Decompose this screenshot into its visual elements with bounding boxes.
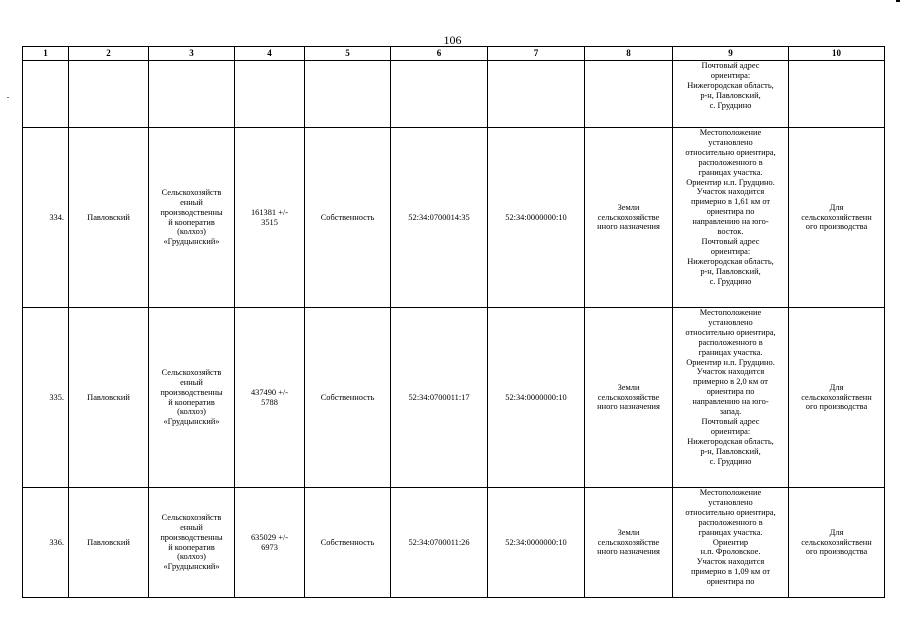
location-description-cell: [673, 308, 789, 488]
permitted-use-cell: [789, 488, 885, 598]
text-line: Участок находится: [696, 557, 765, 567]
column-number: 9: [673, 47, 789, 61]
empty-cell: [235, 61, 305, 128]
text-line: восток.: [717, 227, 744, 237]
text-line: расположенного в: [698, 157, 763, 167]
text-line: относительно ориентира,: [685, 507, 776, 517]
owner-cell: [149, 308, 235, 488]
text-line: 635029 +/-: [250, 532, 289, 542]
text-line: нного назначения: [597, 402, 660, 412]
text-line: Для: [829, 202, 844, 212]
text-line: Для: [829, 382, 844, 392]
cadastral-number-cell: 52:34:0700011:17: [391, 308, 488, 488]
text-line: установлено: [708, 137, 753, 147]
column-number: 4: [235, 47, 305, 61]
empty-cell: [149, 61, 235, 128]
text-line: сельскохозяйственн: [801, 392, 872, 402]
side-dot: [7, 97, 9, 98]
cadastral-block-cell: 52:34:0000000:10: [488, 308, 585, 488]
text-line: Земли: [617, 382, 640, 392]
empty-cell: [488, 61, 585, 128]
cadastral-number-cell: 52:34:0700011:26: [391, 488, 488, 598]
text-line: сельскохозяйстве: [597, 212, 660, 222]
text-line: 6973: [261, 542, 278, 552]
text-line: запад.: [719, 407, 742, 417]
column-number: 2: [69, 47, 149, 61]
text-line: Земли: [617, 202, 640, 212]
corner-mark: [896, 0, 900, 2]
text-line: примерно в 1,61 км от: [690, 197, 771, 207]
text-line: ориентира:: [710, 426, 751, 436]
text-line: Почтовый адрес: [701, 61, 760, 70]
text-line: (колхоз): [177, 227, 206, 237]
page-number: 106: [443, 33, 462, 47]
text-line: й кооператив: [168, 397, 215, 407]
empty-cell: [23, 61, 69, 128]
text-line: с. Грудцино: [709, 456, 752, 466]
area-cell: [235, 488, 305, 598]
text-line: Ориентир: [712, 537, 749, 547]
empty-cell: [789, 61, 885, 128]
land-category-cell: [585, 488, 673, 598]
text-line: ориентира по: [706, 387, 755, 397]
text-line: 5788: [261, 397, 278, 407]
right-type-cell: Собственность: [305, 128, 391, 308]
empty-cell: [305, 61, 391, 128]
text-line: «Грудцынский»: [163, 562, 220, 572]
text-line: й кооператив: [168, 542, 215, 552]
cadastral-number-cell: 52:34:0700014:35: [391, 128, 488, 308]
text-line: нного назначения: [597, 547, 660, 557]
text-line: Нижегородская область,: [687, 436, 774, 446]
text-line: 3515: [261, 217, 278, 227]
text-line: Земли: [617, 527, 640, 537]
cadastral-block-cell: 52:34:0000000:10: [488, 128, 585, 308]
text-line: границах участка.: [698, 167, 763, 177]
text-line: производственны: [160, 207, 223, 217]
text-line: расположенного в: [698, 517, 763, 527]
text-line: Ориентир н.п. Грудцино.: [686, 357, 775, 367]
row-number-cell: 335.: [23, 308, 69, 488]
text-line: (колхоз): [177, 407, 206, 417]
text-line: (колхоз): [177, 552, 206, 562]
column-number: 7: [488, 47, 585, 61]
text-line: с. Грудцино: [709, 100, 752, 110]
text-line: относительно ориентира,: [685, 147, 776, 157]
table-row: [23, 488, 885, 598]
text-line: ориентира по: [706, 577, 755, 587]
text-line: енный: [180, 377, 203, 387]
text-line: производственны: [160, 387, 223, 397]
text-line: Нижегородская область,: [687, 256, 774, 266]
text-line: Участок находится: [696, 367, 765, 377]
text-line: установлено: [708, 497, 753, 507]
row-number-cell: 334.: [23, 128, 69, 308]
text-line: направлению на юго-: [692, 217, 769, 227]
column-number: 1: [23, 47, 69, 61]
text-line: р-н, Павловский,: [700, 266, 761, 276]
district-cell: Павловский: [69, 488, 149, 598]
text-line: ого производства: [805, 402, 868, 412]
cadastral-block-cell: 52:34:0000000:10: [488, 488, 585, 598]
text-line: Местоположение: [699, 488, 762, 497]
text-line: сельскохозяйственн: [801, 212, 872, 222]
right-type-cell: Собственность: [305, 488, 391, 598]
text-line: расположенного в: [698, 337, 763, 347]
text-line: 437490 +/-: [250, 387, 289, 397]
text-line: Участок находится: [696, 187, 765, 197]
text-line: сельскохозяйстве: [597, 537, 660, 547]
row-number-cell: 336.: [23, 488, 69, 598]
land-category-cell: [585, 128, 673, 308]
location-description-cell: [673, 61, 789, 128]
column-number: 6: [391, 47, 488, 61]
text-line: направлению на юго-: [692, 397, 769, 407]
district-cell: Павловский: [69, 128, 149, 308]
continued-row: [23, 61, 885, 128]
text-line: ориентира:: [710, 246, 751, 256]
area-cell: [235, 128, 305, 308]
text-line: ориентира:: [710, 70, 751, 80]
text-line: й кооператив: [168, 217, 215, 227]
permitted-use-cell: [789, 128, 885, 308]
text-line: Сельскохозяйств: [161, 187, 222, 197]
text-line: границах участка.: [698, 527, 763, 537]
text-line: 161381 +/-: [250, 207, 289, 217]
empty-cell: [391, 61, 488, 128]
text-line: относительно ориентира,: [685, 327, 776, 337]
text-line: сельскохозяйственн: [801, 537, 872, 547]
text-line: р-н, Павловский,: [700, 446, 761, 456]
text-line: Ориентир н.п. Грудцино.: [686, 177, 775, 187]
text-line: Местоположение: [699, 308, 762, 317]
text-line: нного назначения: [597, 222, 660, 232]
text-line: «Грудцынский»: [163, 417, 220, 427]
text-line: Почтовый адрес: [701, 236, 760, 246]
text-line: границах участка.: [698, 347, 763, 357]
location-description-cell: [673, 128, 789, 308]
text-line: примерно в 1,09 км от: [690, 567, 771, 577]
location-description-cell: [673, 488, 789, 598]
right-type-cell: Собственность: [305, 308, 391, 488]
owner-cell: [149, 128, 235, 308]
text-line: енный: [180, 197, 203, 207]
table-row: [23, 308, 885, 488]
text-line: примерно в 2,0 км от: [693, 377, 768, 387]
text-line: сельскохозяйстве: [597, 392, 660, 402]
empty-cell: [69, 61, 149, 128]
text-line: установлено: [708, 317, 753, 327]
text-line: Сельскохозяйств: [161, 367, 222, 377]
permitted-use-cell: [789, 308, 885, 488]
land-category-cell: [585, 308, 673, 488]
text-line: Для: [829, 527, 844, 537]
owner-cell: [149, 488, 235, 598]
land-registry-table: [22, 46, 885, 598]
column-number: 3: [149, 47, 235, 61]
column-number: 10: [789, 47, 885, 61]
text-line: производственны: [160, 532, 223, 542]
text-line: енный: [180, 522, 203, 532]
district-cell: Павловский: [69, 308, 149, 488]
empty-cell: [585, 61, 673, 128]
text-line: ориентира по: [706, 207, 755, 217]
text-line: Сельскохозяйств: [161, 512, 222, 522]
text-line: Местоположение: [699, 128, 762, 137]
column-number: 5: [305, 47, 391, 61]
text-line: ого производства: [805, 547, 868, 557]
text-line: ого производства: [805, 222, 868, 232]
text-line: н.п. Фроловское.: [700, 547, 761, 557]
column-number: 8: [585, 47, 673, 61]
table-row: [23, 128, 885, 308]
text-line: Нижегородская область,: [687, 80, 774, 90]
area-cell: [235, 308, 305, 488]
text-line: «Грудцынский»: [163, 237, 220, 247]
text-line: Почтовый адрес: [701, 416, 760, 426]
column-number-row: [23, 47, 885, 61]
text-line: с. Грудцино: [709, 276, 752, 286]
text-line: р-н, Павловский,: [700, 90, 761, 100]
